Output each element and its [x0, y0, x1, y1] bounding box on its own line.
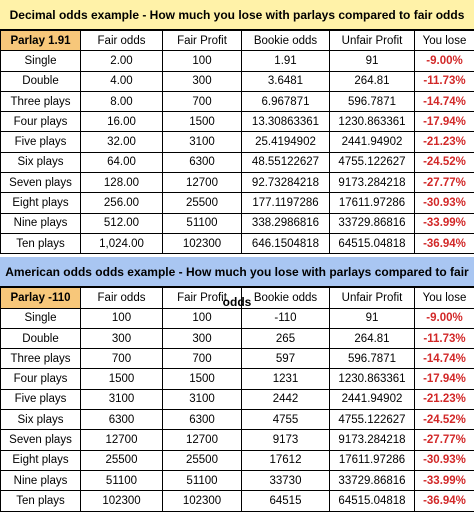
fair-odds-cell: 1,024.00: [81, 233, 163, 253]
parlay-cell: Ten plays: [1, 491, 81, 511]
fair-odds-cell: 4.00: [81, 71, 163, 91]
parlay-cell: Nine plays: [1, 470, 81, 490]
decimal-fair-odds-header: Fair odds: [81, 31, 163, 51]
bookie-odds-cell: 1231: [242, 369, 330, 389]
unfair-profit-cell: 91: [330, 51, 415, 71]
table-row: [1, 213, 474, 233]
fair-profit-cell: 102300: [163, 491, 242, 511]
parlay-cell: Five plays: [1, 389, 81, 409]
decimal-you-lose-header: You lose: [415, 31, 474, 51]
fair-profit-cell: 12700: [163, 173, 242, 193]
unfair-profit-cell: 64515.04818: [330, 491, 415, 511]
bookie-odds-cell: 6.967871: [242, 91, 330, 111]
fair-profit-cell: 12700: [163, 430, 242, 450]
bookie-odds-cell: 64515: [242, 491, 330, 511]
table-row: [1, 152, 474, 172]
american-unfair-profit-header: Unfair Profit: [330, 288, 415, 308]
bookie-odds-cell: 33730: [242, 470, 330, 490]
decimal-section-title: Decimal odds example - How much you lose with parlays compared to fair odds: [0, 0, 474, 30]
unfair-profit-cell: 596.7871: [330, 91, 415, 111]
table-row: [1, 389, 474, 409]
bookie-odds-cell: 25.4194902: [242, 132, 330, 152]
you-lose-cell: -9.00%: [415, 308, 474, 328]
fair-profit-cell: 1500: [163, 369, 242, 389]
bookie-odds-cell: 92.73284218: [242, 173, 330, 193]
american-you-lose-header: You lose: [415, 288, 474, 308]
bookie-odds-cell: 3.6481: [242, 71, 330, 91]
fair-odds-cell: 64.00: [81, 152, 163, 172]
fair-odds-cell: 256.00: [81, 193, 163, 213]
unfair-profit-cell: 2441.94902: [330, 132, 415, 152]
table-row: [1, 91, 474, 111]
fair-profit-cell: 25500: [163, 450, 242, 470]
american-fair-profit-header: Fair Profit: [163, 288, 242, 308]
decimal-bookie-odds-header: Bookie odds: [242, 31, 330, 51]
fair-profit-cell: 6300: [163, 152, 242, 172]
table-row: [1, 369, 474, 389]
decimal-table-body: [1, 51, 474, 254]
unfair-profit-cell: 91: [330, 308, 415, 328]
table-row: [1, 71, 474, 91]
fair-odds-cell: 1500: [81, 369, 163, 389]
fair-profit-cell: 300: [163, 328, 242, 348]
parlay-cell: Single: [1, 308, 81, 328]
fair-profit-cell: 300: [163, 71, 242, 91]
table-row: [1, 491, 474, 511]
you-lose-cell: -27.77%: [415, 173, 474, 193]
fair-profit-cell: 700: [163, 91, 242, 111]
decimal-unfair-profit-header: Unfair Profit: [330, 31, 415, 51]
fair-odds-cell: 512.00: [81, 213, 163, 233]
parlay-cell: Four plays: [1, 369, 81, 389]
fair-profit-cell: 25500: [163, 193, 242, 213]
fair-odds-cell: 8.00: [81, 91, 163, 111]
parlay-cell: Eight plays: [1, 193, 81, 213]
unfair-profit-cell: 1230.863361: [330, 112, 415, 132]
unfair-profit-cell: 9173.284218: [330, 173, 415, 193]
american-parlay-header: Parlay -110: [1, 288, 81, 308]
unfair-profit-cell: 264.81: [330, 71, 415, 91]
bookie-odds-cell: 2442: [242, 389, 330, 409]
you-lose-cell: -14.74%: [415, 91, 474, 111]
table-row: [1, 328, 474, 348]
table-row: [1, 51, 474, 71]
you-lose-cell: -17.94%: [415, 369, 474, 389]
unfair-profit-cell: 64515.04818: [330, 233, 415, 253]
fair-profit-cell: 3100: [163, 132, 242, 152]
unfair-profit-cell: 17611.97286: [330, 193, 415, 213]
parlay-cell: Seven plays: [1, 430, 81, 450]
fair-odds-cell: 700: [81, 349, 163, 369]
table-row: [1, 450, 474, 470]
you-lose-cell: -33.99%: [415, 213, 474, 233]
you-lose-cell: -36.94%: [415, 491, 474, 511]
you-lose-cell: -11.73%: [415, 328, 474, 348]
you-lose-cell: -21.23%: [415, 132, 474, 152]
american-section-title: American odds odds example - How much you lose with parlays compared to fair odds: [0, 257, 474, 287]
you-lose-cell: -21.23%: [415, 389, 474, 409]
parlay-cell: Four plays: [1, 112, 81, 132]
fair-profit-cell: 3100: [163, 389, 242, 409]
fair-odds-cell: 16.00: [81, 112, 163, 132]
fair-profit-cell: 100: [163, 308, 242, 328]
unfair-profit-cell: 596.7871: [330, 349, 415, 369]
you-lose-cell: -24.52%: [415, 152, 474, 172]
you-lose-cell: -9.00%: [415, 51, 474, 71]
table-row: [1, 233, 474, 253]
fair-odds-cell: 300: [81, 328, 163, 348]
fair-profit-cell: 100: [163, 51, 242, 71]
parlay-cell: Single: [1, 51, 81, 71]
you-lose-cell: -27.77%: [415, 430, 474, 450]
fair-odds-cell: 12700: [81, 430, 163, 450]
you-lose-cell: -30.93%: [415, 450, 474, 470]
you-lose-cell: -17.94%: [415, 112, 474, 132]
unfair-profit-cell: 4755.122627: [330, 410, 415, 430]
fair-odds-cell: 32.00: [81, 132, 163, 152]
unfair-profit-cell: 33729.86816: [330, 470, 415, 490]
unfair-profit-cell: 17611.97286: [330, 450, 415, 470]
parlay-cell: Six plays: [1, 152, 81, 172]
you-lose-cell: -30.93%: [415, 193, 474, 213]
parlay-cell: Double: [1, 328, 81, 348]
bookie-odds-cell: 48.55122627: [242, 152, 330, 172]
unfair-profit-cell: 2441.94902: [330, 389, 415, 409]
american-fair-odds-header: Fair odds: [81, 288, 163, 308]
fair-profit-cell: 700: [163, 349, 242, 369]
bookie-odds-cell: 265: [242, 328, 330, 348]
fair-odds-cell: 100: [81, 308, 163, 328]
you-lose-cell: -11.73%: [415, 71, 474, 91]
parlay-cell: Double: [1, 71, 81, 91]
parlay-cell: Ten plays: [1, 233, 81, 253]
fair-profit-cell: 51100: [163, 470, 242, 490]
american-bookie-odds-header: Bookie odds: [242, 288, 330, 308]
parlay-cell: Eight plays: [1, 450, 81, 470]
unfair-profit-cell: 33729.86816: [330, 213, 415, 233]
you-lose-cell: -33.99%: [415, 470, 474, 490]
table-row: [1, 349, 474, 369]
bookie-odds-cell: 4755: [242, 410, 330, 430]
decimal-parlay-header: Parlay 1.91: [1, 31, 81, 51]
table-row: [1, 173, 474, 193]
fair-odds-cell: 3100: [81, 389, 163, 409]
table-row: [1, 430, 474, 450]
unfair-profit-cell: 9173.284218: [330, 430, 415, 450]
bookie-odds-cell: 13.30863361: [242, 112, 330, 132]
table-row: [1, 470, 474, 490]
bookie-odds-cell: 646.1504818: [242, 233, 330, 253]
you-lose-cell: -36.94%: [415, 233, 474, 253]
bookie-odds-cell: 597: [242, 349, 330, 369]
unfair-profit-cell: 264.81: [330, 328, 415, 348]
decimal-odds-table: [0, 30, 474, 254]
fair-profit-cell: 51100: [163, 213, 242, 233]
fair-odds-cell: 2.00: [81, 51, 163, 71]
parlay-cell: Five plays: [1, 132, 81, 152]
table-row: [1, 410, 474, 430]
bookie-odds-cell: 1.91: [242, 51, 330, 71]
unfair-profit-cell: 4755.122627: [330, 152, 415, 172]
american-odds-table: [0, 287, 474, 511]
you-lose-cell: -24.52%: [415, 410, 474, 430]
bookie-odds-cell: 9173: [242, 430, 330, 450]
unfair-profit-cell: 1230.863361: [330, 369, 415, 389]
fair-odds-cell: 102300: [81, 491, 163, 511]
american-table-body: [1, 308, 474, 511]
table-row: [1, 132, 474, 152]
parlay-cell: Seven plays: [1, 173, 81, 193]
bookie-odds-cell: -110: [242, 308, 330, 328]
fair-profit-cell: 102300: [163, 233, 242, 253]
bookie-odds-cell: 17612: [242, 450, 330, 470]
fair-profit-cell: 6300: [163, 410, 242, 430]
bookie-odds-cell: 338.2986816: [242, 213, 330, 233]
decimal-fair-profit-header: Fair Profit: [163, 31, 242, 51]
fair-odds-cell: 51100: [81, 470, 163, 490]
parlay-cell: Three plays: [1, 349, 81, 369]
bookie-odds-cell: 177.1197286: [242, 193, 330, 213]
table-row: [1, 112, 474, 132]
parlay-cell: Nine plays: [1, 213, 81, 233]
decimal-header-row: [1, 31, 474, 51]
fair-odds-cell: 128.00: [81, 173, 163, 193]
table-row: [1, 193, 474, 213]
parlay-cell: Six plays: [1, 410, 81, 430]
fair-profit-cell: 1500: [163, 112, 242, 132]
fair-odds-cell: 6300: [81, 410, 163, 430]
parlay-cell: Three plays: [1, 91, 81, 111]
you-lose-cell: -14.74%: [415, 349, 474, 369]
fair-odds-cell: 25500: [81, 450, 163, 470]
